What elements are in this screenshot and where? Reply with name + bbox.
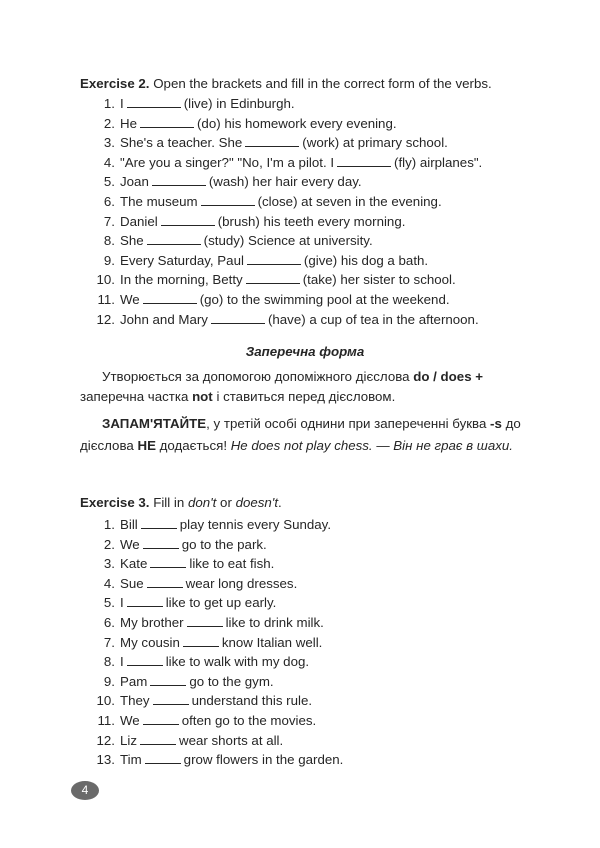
- item-number: 3.: [103, 556, 115, 572]
- item-number: 6.: [103, 193, 115, 209]
- answer-blank[interactable]: [141, 516, 177, 529]
- section-title: Заперечна форма: [245, 344, 365, 359]
- answer-blank[interactable]: [140, 115, 194, 128]
- item-text-before: They: [120, 693, 150, 709]
- item-text-after: (work) at primary school.: [302, 135, 448, 151]
- answer-blank[interactable]: [143, 536, 179, 549]
- item-number: 11.: [97, 712, 115, 728]
- item-text-after: (take) her sister to school.: [302, 272, 456, 288]
- item-number: 12.: [96, 311, 115, 327]
- list-item: [80, 212, 530, 232]
- item-number: 6.: [103, 614, 115, 630]
- item-number: 1.: [103, 96, 115, 111]
- answer-blank[interactable]: [245, 134, 299, 147]
- exercise-instruction: Open the brackets and fill in the correct form of the verbs.: [153, 76, 492, 91]
- answer-blank[interactable]: [201, 193, 255, 206]
- answer-blank[interactable]: [147, 232, 201, 245]
- list-item: [80, 153, 530, 173]
- list-item: [80, 114, 530, 134]
- item-text-after: often go to the movies.: [181, 712, 317, 728]
- item-text-after: like to walk with my dog.: [165, 654, 310, 670]
- item-number: 5.: [103, 595, 115, 611]
- item-text-after: wear shorts at all.: [179, 732, 284, 748]
- answer-blank[interactable]: [147, 575, 183, 588]
- bold-text: -s: [490, 416, 502, 431]
- text: , у третій особі однини при запереченні буква: [206, 416, 491, 431]
- text: і ставиться перед дієсловом.: [212, 388, 396, 404]
- text: додається!: [155, 437, 231, 453]
- item-text-after: (study) Science at university.: [203, 233, 373, 249]
- item-text-after: grow flowers in the garden.: [183, 752, 344, 768]
- item-text-before: My cousin: [120, 634, 180, 650]
- answer-blank[interactable]: [143, 712, 179, 725]
- item-number: 10.: [96, 272, 115, 288]
- remember-paragraph: [80, 413, 530, 456]
- item-number: 7.: [103, 213, 115, 229]
- item-text-before: We: [120, 536, 140, 552]
- item-text-before: Liz: [120, 732, 137, 748]
- list-item: [80, 172, 530, 192]
- item-text-after: like to eat fish.: [189, 556, 275, 572]
- item-number: 2.: [103, 115, 115, 131]
- list-item: [80, 672, 530, 692]
- answer-blank[interactable]: [127, 594, 163, 607]
- exercise-label: Exercise 2.: [80, 76, 150, 91]
- bold-text: not: [192, 388, 213, 404]
- item-number: 7.: [103, 634, 115, 650]
- item-text-before: Tim: [120, 752, 142, 768]
- text: .: [278, 495, 282, 510]
- list-item: [80, 711, 530, 731]
- item-text-after: go to the gym.: [189, 673, 274, 689]
- exercise-3: [80, 493, 530, 770]
- item-text-before: "Are you a singer?" "No, I'm a pilot. I: [120, 154, 335, 170]
- item-number: 11.: [97, 291, 115, 307]
- answer-blank[interactable]: [150, 555, 186, 568]
- list-item: [80, 251, 530, 271]
- item-text-before: Kate: [120, 556, 148, 572]
- exercise-3-list: [80, 515, 530, 770]
- item-text-before: Bill: [120, 517, 138, 532]
- list-item: [80, 731, 530, 751]
- item-text-before: I: [120, 654, 124, 670]
- item-number: 10.: [96, 693, 115, 709]
- answer-blank[interactable]: [150, 673, 186, 686]
- exercise-2-header: [80, 74, 530, 94]
- list-item: [80, 691, 530, 711]
- answer-blank[interactable]: [140, 732, 176, 745]
- answer-blank[interactable]: [337, 154, 391, 167]
- item-text-before: We: [120, 291, 140, 307]
- text: or: [216, 495, 236, 510]
- item-text-after: (give) his dog a bath.: [303, 252, 429, 268]
- italic-text: doesn't: [235, 495, 279, 510]
- item-number: 9.: [103, 673, 115, 689]
- list-item: [80, 750, 530, 770]
- item-text-after: (close) at seven in the evening.: [257, 193, 442, 209]
- item-text-after: (have) a cup of tea in the afternoon.: [267, 311, 479, 327]
- item-text-after: understand this rule.: [191, 693, 313, 709]
- text: до дієслова: [80, 416, 521, 453]
- item-text-after: wear long dresses.: [185, 575, 298, 591]
- item-text-before: Joan: [120, 174, 149, 190]
- item-number: 8.: [103, 654, 115, 670]
- item-text-after: like to get up early.: [165, 595, 277, 611]
- list-item: [80, 593, 530, 613]
- item-text-before: Pam: [120, 673, 148, 689]
- item-number: 2.: [103, 536, 115, 552]
- text: Утворюється за допомогою допоміжного дієслова: [102, 369, 414, 384]
- rule-paragraph: [80, 367, 530, 406]
- item-text-after: play tennis every Sunday.: [179, 517, 332, 532]
- item-text-before: Daniel: [120, 213, 158, 229]
- answer-blank[interactable]: [161, 213, 215, 226]
- text: Fill in: [153, 495, 188, 510]
- item-text-before: The museum: [120, 193, 198, 209]
- list-item: [80, 310, 530, 330]
- example-text: He does not play chess. — Він не грає в шахи.: [230, 437, 513, 453]
- item-text-after: (do) his homework every evening.: [197, 115, 397, 131]
- list-item: [80, 270, 530, 290]
- answer-blank[interactable]: [153, 692, 189, 705]
- item-text-before: We: [120, 712, 140, 728]
- item-text-after: (brush) his teeth every morning.: [217, 213, 406, 229]
- page-number: 4: [71, 781, 99, 800]
- item-text-after: (wash) her hair every day.: [208, 174, 362, 190]
- list-item: [80, 633, 530, 653]
- text: заперечна частка: [80, 388, 193, 404]
- item-number: 5.: [103, 174, 115, 190]
- negative-form-section: [80, 342, 530, 456]
- answer-blank[interactable]: [152, 173, 206, 186]
- item-text-after: know Italian well.: [221, 634, 323, 650]
- item-text-before: She: [120, 233, 144, 249]
- answer-blank[interactable]: [247, 252, 301, 265]
- answer-blank[interactable]: [187, 614, 223, 627]
- answer-blank[interactable]: [127, 95, 181, 108]
- answer-blank[interactable]: [127, 653, 163, 666]
- list-item: [80, 133, 530, 153]
- list-item: [80, 515, 530, 535]
- item-number: 9.: [103, 252, 115, 268]
- item-text-before: Sue: [120, 575, 144, 591]
- answer-blank[interactable]: [246, 271, 300, 284]
- item-text-before: I: [120, 595, 124, 611]
- list-item: [80, 574, 530, 594]
- item-text-after: (live) in Edinburgh.: [183, 96, 295, 111]
- item-number: 8.: [103, 233, 115, 249]
- item-text-before: My brother: [120, 614, 184, 630]
- item-number: 3.: [103, 135, 115, 151]
- exercise-label: Exercise 3.: [80, 495, 150, 510]
- list-item: [80, 290, 530, 310]
- item-text-after: like to drink milk.: [225, 614, 324, 630]
- bold-text: do / does +: [413, 369, 484, 384]
- exercise-2: [80, 74, 530, 329]
- exercise-3-header: [80, 493, 530, 513]
- item-text-before: He: [120, 115, 137, 131]
- list-item: [80, 535, 530, 555]
- item-text-before: In the morning, Betty: [120, 272, 243, 288]
- item-text-before: John and Mary: [120, 311, 208, 327]
- item-text-after: go to the park.: [181, 536, 267, 552]
- item-text-after: (fly) airplanes".: [394, 154, 483, 170]
- list-item: [80, 613, 530, 633]
- item-number: 4.: [103, 154, 115, 170]
- list-item: [80, 94, 530, 114]
- item-text-before: I: [120, 96, 124, 111]
- exercise-2-list: [80, 94, 530, 329]
- list-item: [80, 231, 530, 251]
- answer-blank[interactable]: [211, 311, 265, 324]
- item-text-before: Every Saturday, Paul: [120, 252, 244, 268]
- list-item: [80, 192, 530, 212]
- italic-text: don't: [187, 495, 217, 510]
- bold-text: НЕ: [137, 437, 156, 453]
- bold-text: ЗАПАМ'ЯТАЙТЕ: [102, 416, 207, 431]
- list-item: [80, 652, 530, 672]
- item-text-before: She's a teacher. She: [120, 135, 243, 151]
- answer-blank[interactable]: [183, 634, 219, 647]
- item-number: 4.: [103, 575, 115, 591]
- item-number: 12.: [96, 732, 115, 748]
- answer-blank[interactable]: [145, 751, 181, 764]
- item-number: 13.: [96, 752, 115, 768]
- answer-blank[interactable]: [143, 291, 197, 304]
- list-item: [80, 554, 530, 574]
- item-number: 1.: [103, 517, 115, 532]
- item-text-after: (go) to the swimming pool at the weekend.: [199, 291, 450, 307]
